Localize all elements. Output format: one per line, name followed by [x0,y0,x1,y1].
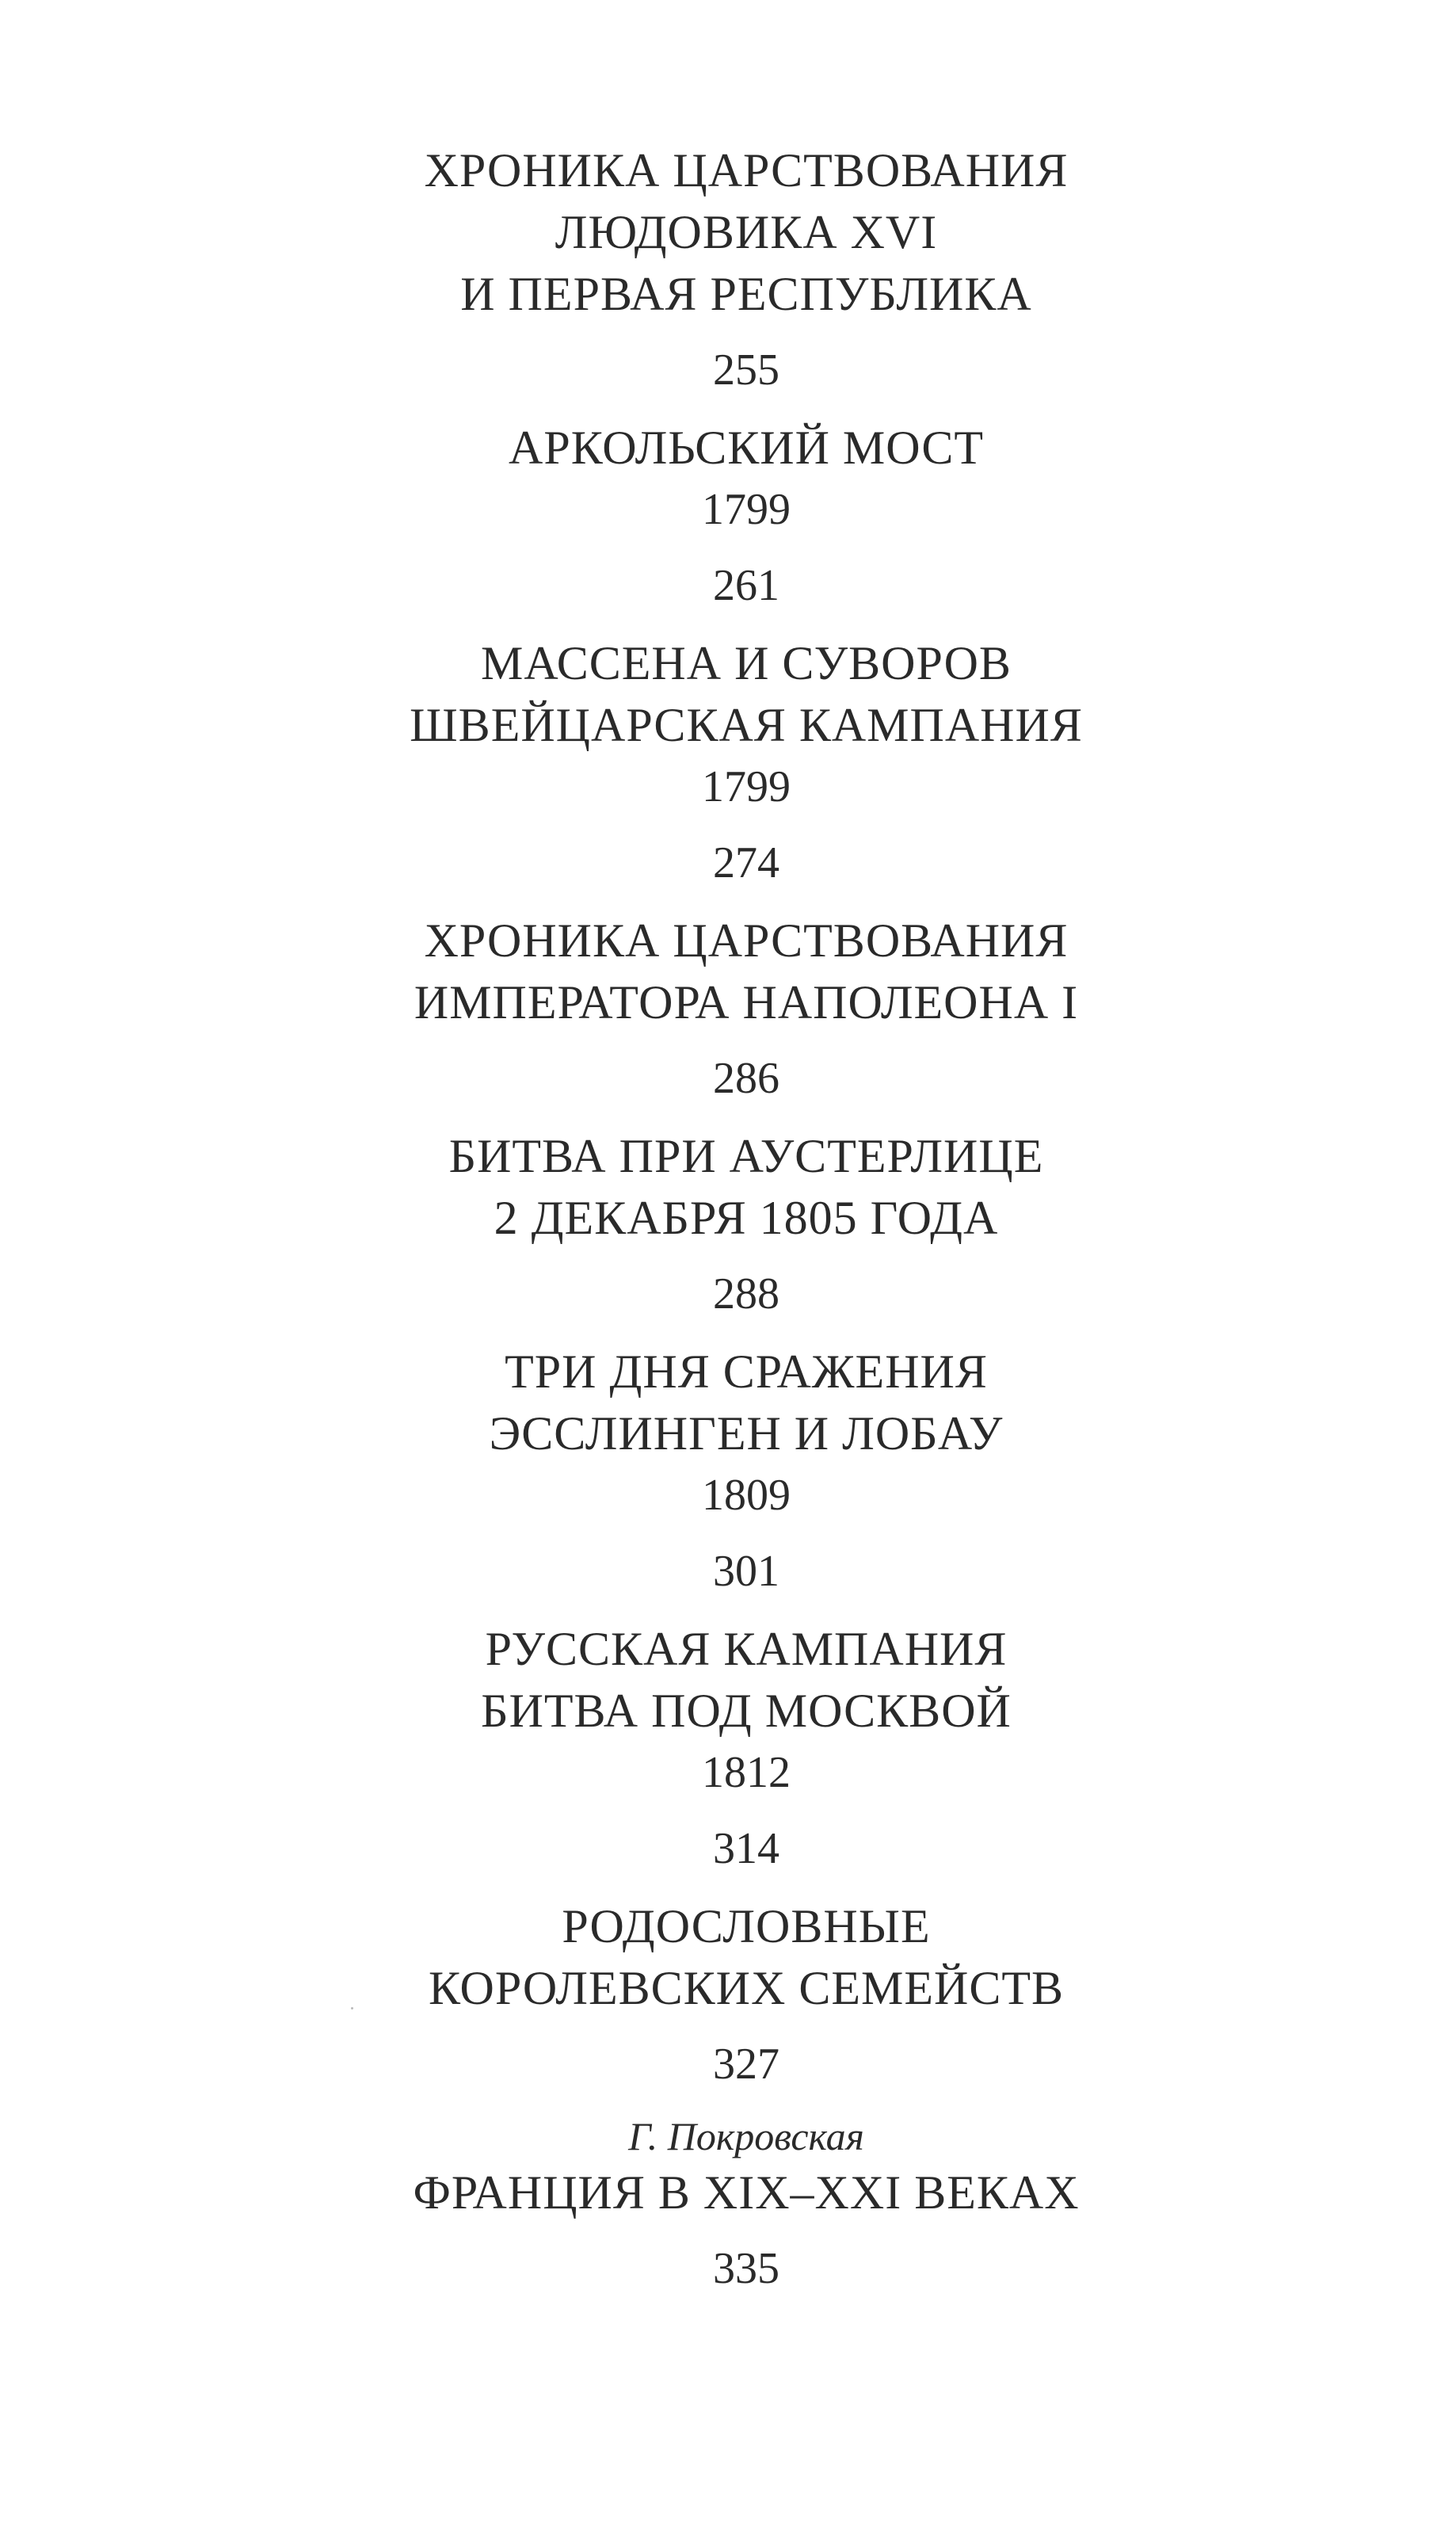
entry-title-line: ФРАНЦИЯ В XIX–XXI ВЕКАХ [413,2166,1080,2219]
entry-year: 1812 [702,1748,791,1797]
table-of-contents [0,139,1456,2315]
toc-entry [0,1895,1456,2090]
toc-entry [0,910,1456,1105]
entry-title-line: РУССКАЯ КАМПАНИЯ [485,1623,1008,1675]
toc-entry [0,139,1456,396]
entry-title-line: ХРОНИКА ЦАРСТВОВАНИЯ [424,144,1069,197]
entry-title-line: ИМПЕРАТОРА НАПОЛЕОНА I [414,976,1079,1029]
entry-title-line: ХРОНИКА ЦАРСТВОВАНИЯ [424,914,1069,967]
toc-entry [0,1341,1456,1597]
entry-title-line: МАССЕНА И СУВОРОВ [481,637,1012,689]
toc-entry [0,2111,1456,2295]
entry-title-line: ЭССЛИНГЕН И ЛОБАУ [489,1407,1004,1460]
entry-page-number: 274 [713,838,779,887]
entry-title-line: 2 ДЕКАБРЯ 1805 ГОДА [494,1192,999,1244]
entry-page-number: 286 [713,1054,779,1103]
entry-title-line: ТРИ ДНЯ СРАЖЕНИЯ [505,1345,988,1398]
entry-title-line: БИТВА ПОД МОСКВОЙ [481,1685,1012,1737]
entry-page-number: 288 [713,1269,779,1319]
entry-title-line: БИТВА ПРИ АУСТЕРЛИЦЕ [448,1130,1044,1182]
entry-title-line: ЛЮДОВИКА XVI [555,206,938,258]
entry-title-line: РОДОСЛОВНЫЕ [562,1900,931,1952]
entry-page-number: 314 [713,1824,779,1873]
entry-year: 1809 [702,1471,791,1520]
entry-page-number: 261 [713,561,779,610]
paper-speck [351,2007,353,2009]
entry-author: Г. Покровская [628,2114,864,2158]
entry-title-line: ШВЕЙЦАРСКАЯ КАМПАНИЯ [410,699,1083,751]
toc-entry [0,1125,1456,1320]
entry-title-line: И ПЕРВАЯ РЕСПУБЛИКА [460,268,1032,320]
entry-year: 1799 [702,485,791,534]
toc-entry [0,632,1456,889]
entry-title-line: АРКОЛЬСКИЙ МОСТ [509,422,984,474]
entry-page-number: 335 [713,2244,779,2293]
entry-title-line: КОРОЛЕВСКИХ СЕМЕЙСТВ [428,1962,1065,2014]
entry-year: 1799 [702,762,791,811]
toc-entry [0,417,1456,612]
entry-page-number: 255 [713,345,779,395]
entry-page-number: 327 [713,2040,779,2089]
entry-page-number: 301 [713,1547,779,1596]
toc-entry [0,1618,1456,1875]
